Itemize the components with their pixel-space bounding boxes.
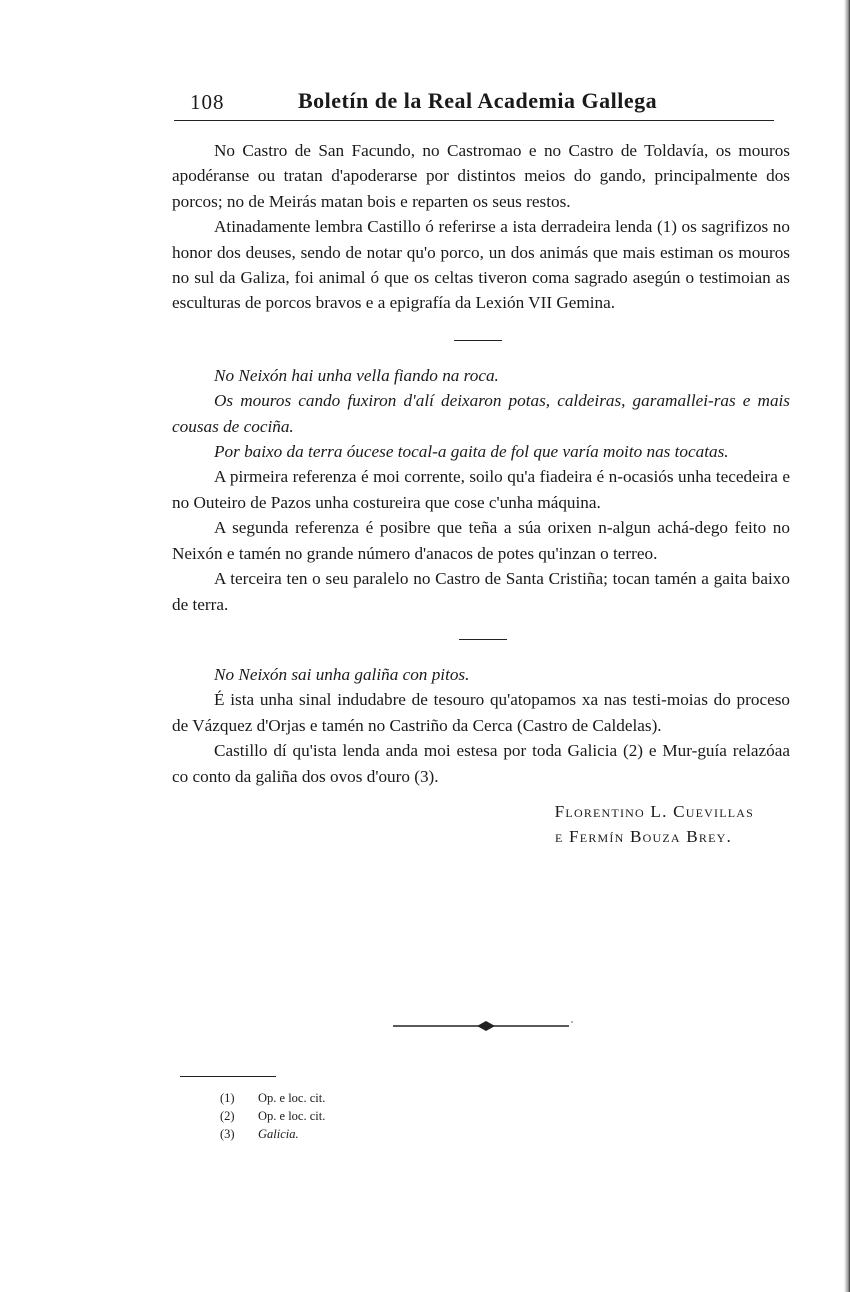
paragraph: É ista unha sinal indudabre de tesouro qu'atopamos xa nas testi-moias do proceso de Vázquez d'Orjas e tamén no Castriño da Cerca (Castro de Caldelas). bbox=[172, 690, 790, 735]
paragraph: No Castro de San Facundo, no Castromao e no Castro de Toldavía, os mouros apodéranse ou tratan d'apoderarse por distintos meios do gando, principalmente dos porcos; no de Meirás matan bois e reparten os seus restos. bbox=[172, 141, 790, 211]
legend-line: Por baixo da terra óucese tocal-a gaita de fol que varía moito nas tocatas. bbox=[214, 442, 729, 462]
paragraph: Atinadamente lembra Castillo ó referirse a ista derradeira lenda (1) os sagrifizos no honor dos deuses, sendo de notar qu'o porco, un dos animás que mais estiman os mouros no sul da Galiza, foi animal ó que os celtas tiveron coma sagrado asegún o testimoian as esculturas de porcos bravos e a epigrafía da Lexión VII Gemina. bbox=[172, 217, 790, 313]
paragraph: A segunda referenza é posibre que teña a súa orixen n-algun achá-dego feito no Neixón e tamén no grande número d'anacos de potes qu'inzan o terreo. bbox=[172, 518, 790, 563]
body-text bbox=[172, 138, 790, 849]
paragraph: Castillo dí qu'ista lenda anda moi estesa por toda Galicia (2) e Mur-guía relazóaa co conto da galiña dos ovos d'ouro (3). bbox=[172, 741, 790, 786]
footnote bbox=[220, 1107, 325, 1125]
footnote-ref: (1) bbox=[220, 1091, 235, 1105]
footnote-text: Op. e loc. cit. bbox=[258, 1091, 326, 1105]
footnote-text: Galicia. bbox=[258, 1127, 299, 1141]
signature-line: e Fermín Bouza Brey. bbox=[555, 826, 732, 846]
page-edge-shadow bbox=[844, 0, 850, 1292]
footnote bbox=[220, 1125, 325, 1143]
footnote bbox=[220, 1089, 325, 1107]
author-signature bbox=[172, 799, 790, 849]
footnote-divider bbox=[180, 1076, 276, 1077]
legend-line: Os mouros cando fuxiron d'alí deixaron potas, caldeiras, garamallei-ras e mais cousas de cociña. bbox=[172, 391, 790, 436]
footnotes bbox=[220, 1089, 325, 1143]
section-divider bbox=[459, 639, 507, 640]
page-header bbox=[174, 86, 774, 121]
paragraph: A pirmeira referenza é moi corrente, soilo qu'a fiadeira é n-ocasiós unha tecedeira e no Outeiro de Pazos unha costureira que cose c'unha máquina. bbox=[172, 467, 790, 512]
end-ornament-icon bbox=[393, 1019, 573, 1033]
paragraph: A terceira ten o seu paralelo no Castro de Santa Cristiña; tocan tamén a gaita baixo de terra. bbox=[172, 569, 790, 614]
signature-line: Florentino L. Cuevillas bbox=[554, 801, 754, 821]
legend-line: No Neixón sai unha galiña con pitos. bbox=[214, 664, 470, 684]
running-title: Boletín de la Real Academia Gallega bbox=[298, 88, 658, 113]
legend-line: No Neixón hai unha vella fiando na roca. bbox=[214, 365, 499, 385]
footnote-text: Op. e loc. cit. bbox=[258, 1109, 326, 1123]
section-divider bbox=[454, 340, 502, 341]
page-number: 108 bbox=[190, 90, 225, 114]
footnote-ref: (3) bbox=[220, 1127, 235, 1141]
footnote-ref: (2) bbox=[220, 1109, 235, 1123]
